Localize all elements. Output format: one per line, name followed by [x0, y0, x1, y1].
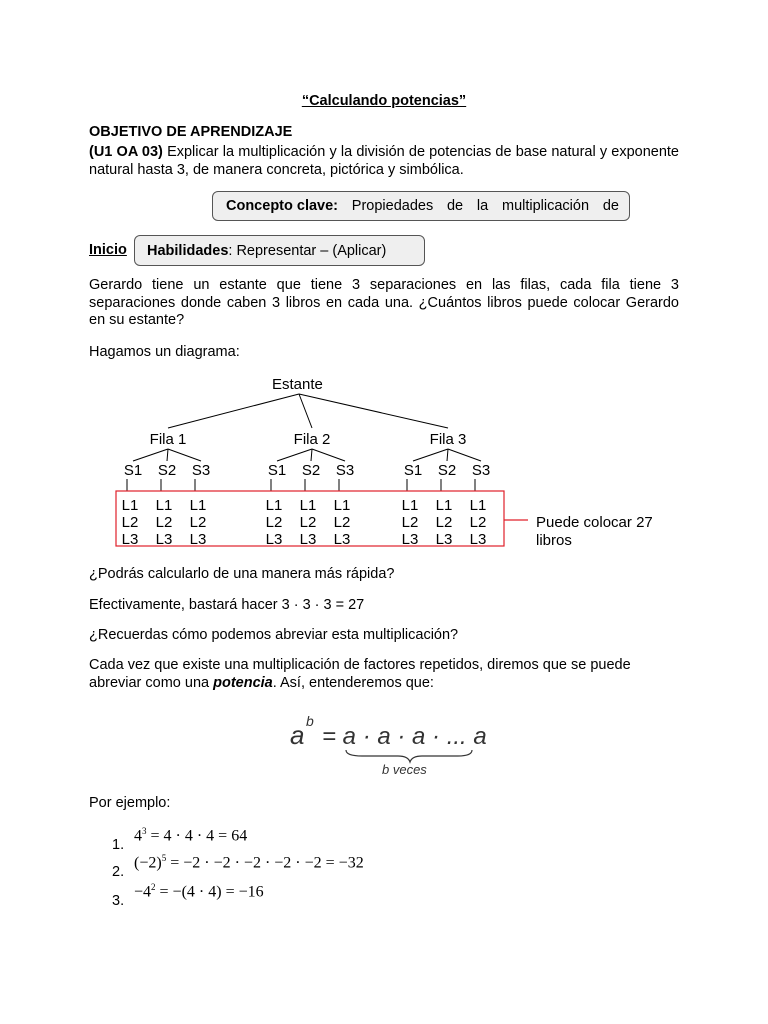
example-item — [112, 853, 364, 880]
example-number: 3. — [112, 893, 125, 910]
book-label: L1 — [189, 497, 207, 514]
inicio-label: Inicio — [89, 242, 127, 258]
row-label: Fila 1 — [149, 431, 187, 448]
book-label: L2 — [401, 514, 419, 531]
book-label: L3 — [333, 531, 351, 548]
book-label: L1 — [121, 497, 139, 514]
book-label: L3 — [265, 531, 283, 548]
definition-part2: . Así, entenderemos que: — [272, 674, 434, 691]
book-label: L2 — [265, 514, 283, 531]
book-label: L2 — [121, 514, 139, 531]
underbrace — [346, 750, 472, 762]
book-label: L3 — [189, 531, 207, 548]
book-label: L1 — [265, 497, 283, 514]
tree-connector-line — [168, 394, 299, 428]
book-label: L3 — [155, 531, 173, 548]
book-label: L1 — [299, 497, 317, 514]
tree-connector-line — [299, 394, 448, 428]
book-label: L2 — [189, 514, 207, 531]
concepto-word: multiplicación — [501, 198, 590, 214]
tree-connector-line — [448, 449, 481, 461]
habilidades-label: Habilidades — [147, 242, 229, 259]
question-faster: ¿Podrás calcularlo de una manera más rápida? — [89, 566, 395, 582]
question-abbreviate: ¿Recuerdas cómo podemos abreviar esta multiplicación? — [89, 627, 459, 643]
example-base: (−2) — [134, 854, 162, 872]
formula-exponent: b — [306, 713, 314, 729]
section-label: S3 — [335, 462, 355, 479]
definition-emphasis: potencia — [213, 674, 273, 691]
tree-connector-line — [312, 449, 345, 461]
book-label: L2 — [469, 514, 487, 531]
section-label: S2 — [437, 462, 457, 479]
formula-rhs: = a · a · a · ... a — [322, 723, 487, 750]
concepto-word: Propiedades — [351, 198, 434, 214]
concepto-word: de — [602, 198, 619, 214]
book-label: L2 — [155, 514, 173, 531]
effectively-text: Efectivamente, bastará hacer 3 · 3 · 3 = 27 — [89, 597, 365, 613]
note-line2: libros — [536, 532, 572, 549]
example-rest: = −2 · −2 · −2 · −2 · −2 = −32 — [166, 854, 364, 872]
formula-under: b veces — [382, 762, 427, 777]
tree-connector-line — [277, 449, 312, 461]
book-label: L3 — [121, 531, 139, 548]
row-label: Fila 3 — [429, 431, 467, 448]
section-label: S1 — [123, 462, 143, 479]
section-label: S1 — [267, 462, 287, 479]
tree-connector-line — [168, 449, 201, 461]
tree-connector-line — [299, 394, 312, 428]
section-label: S2 — [301, 462, 321, 479]
example-base: 4 — [134, 827, 142, 845]
tree-connector-line — [311, 449, 312, 461]
concepto-label: Concepto clave: — [226, 198, 338, 214]
book-label: L2 — [333, 514, 351, 531]
formula-base: a — [290, 720, 305, 750]
tree-connector-line — [447, 449, 448, 461]
example-exponent: 5 — [161, 853, 167, 863]
definition-part1: Cada vez que existe una multiplicación de factores repetidos, diremos que se puede abreviar como una — [89, 657, 631, 691]
examples-intro: Por ejemplo: — [89, 795, 171, 811]
example-rest: = 4 · 4 · 4 = 64 — [146, 827, 248, 845]
book-label: L1 — [333, 497, 351, 514]
section-label: S1 — [403, 462, 423, 479]
book-label: L1 — [469, 497, 487, 514]
objective-heading-text: OBJETIVO DE APRENDIZAJE — [89, 124, 293, 140]
example-item — [112, 882, 264, 909]
section-label: S3 — [471, 462, 491, 479]
note-line1: Puede colocar 27 — [536, 514, 653, 531]
section-label: S2 — [157, 462, 177, 479]
root-label: Estante — [272, 376, 323, 393]
objective-text: Explicar la multiplicación y la división de potencias de base natural y exponente natural hasta 3, de manera concreta, pictórica y simbólica. — [89, 144, 679, 178]
example-exponent: 2 — [151, 882, 156, 892]
section-label: S3 — [191, 462, 211, 479]
concepto-word: la — [476, 198, 489, 214]
example-item — [112, 826, 247, 853]
book-label: L1 — [155, 497, 173, 514]
example-number: 1. — [112, 837, 125, 854]
example-base: −4 — [134, 883, 152, 901]
habilidades-text: : Representar – (Aplicar) — [228, 242, 387, 259]
book-label: L3 — [435, 531, 453, 548]
book-label: L3 — [401, 531, 419, 548]
page-title: “Calculando potencias” — [301, 93, 467, 109]
diagram-intro: Hagamos un diagrama: — [89, 344, 240, 360]
book-label: L1 — [401, 497, 419, 514]
row-label: Fila 2 — [293, 431, 331, 448]
book-label: L1 — [435, 497, 453, 514]
example-rest: = −(4 · 4) = −16 — [155, 883, 264, 901]
book-label: L3 — [469, 531, 487, 548]
definition-paragraph — [89, 657, 679, 692]
power-definition-formula — [288, 710, 488, 780]
problem-paragraph: Gerardo tiene un estante que tiene 3 separaciones en las filas, cada fila tiene 3 separaciones donde caben 3 libros en cada una. ¿Cuántos libros puede colocar Gerardo en su estante? — [89, 277, 679, 328]
book-label: L3 — [299, 531, 317, 548]
tree-connector-line — [413, 449, 448, 461]
book-label: L2 — [299, 514, 317, 531]
example-exponent: 3 — [142, 826, 147, 836]
example-number: 2. — [112, 864, 125, 881]
objective-code: (U1 OA 03) — [89, 144, 163, 160]
book-label: L2 — [435, 514, 453, 531]
tree-connector-line — [167, 449, 168, 461]
tree-connector-line — [133, 449, 168, 461]
concepto-word: de — [446, 198, 464, 214]
